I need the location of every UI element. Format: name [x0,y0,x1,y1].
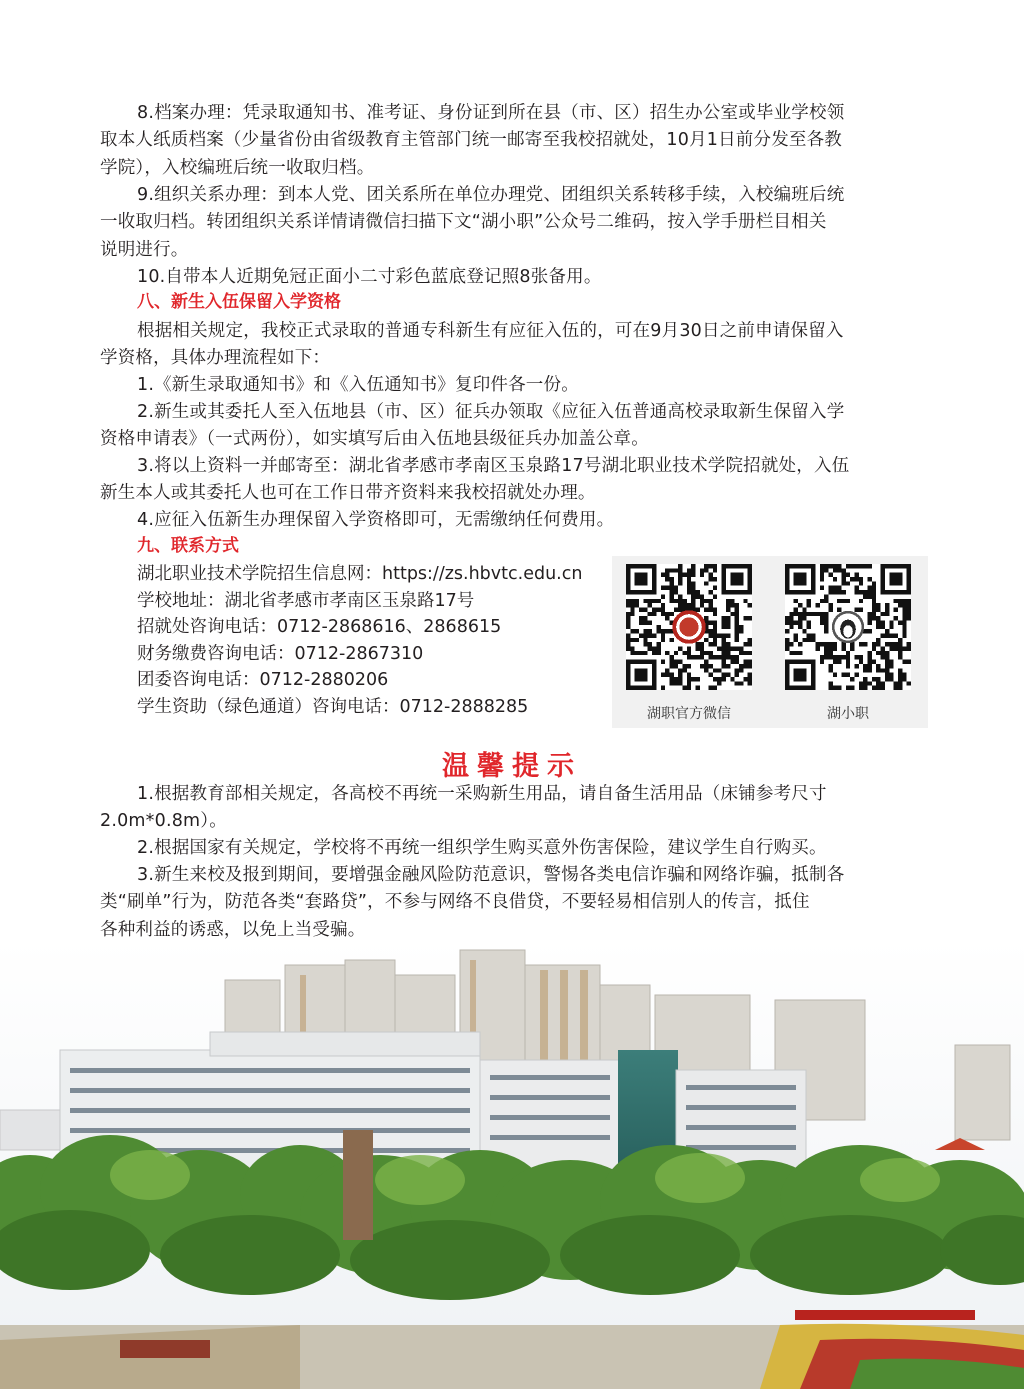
campus-photo [0,940,1024,1389]
text-line: 各种利益的诱惑，以免上当受骗。 [100,919,366,940]
text-line: 3.新生来校及报到期间，要增强金融风险防范意识，警惕各类电信诈骗和网络诈骗，抵制各 [137,865,845,885]
enlist-step-1 [100,372,925,399]
section-heading-enlist: 八、新生入伍保留入学资格 [137,292,341,312]
text-line: 9.组织关系办理：到本人党、团关系所在单位办理党、团组织关系转移手续，入校编班后统 [137,185,845,205]
text-line: 取本人纸质档案（少量省份由省级教育主管部门统一邮寄至我校招就处，10月1日前分发至各教 [100,130,842,151]
text-line: 说明进行。 [100,239,189,260]
qr-code-wechat-official[interactable] [626,564,752,690]
text-line: 10.自带本人近期免冠正面小二寸彩色蓝底登记照8张备用。 [137,267,602,287]
text-line: 2.新生或其委托人至入伍地县（市、区）征兵办领取《应征入伍普通高校录取新生保留入学 [137,402,845,422]
contact-finance-phone: 财务缴费咨询电话：0712-2867310 [137,644,424,664]
text-line: 新生本人或其委托人也可在工作日带齐资料来我校招就处办理。 [100,483,596,504]
section-heading-contact: 九、联系方式 [137,536,239,556]
enlist-step-3 [100,453,925,508]
contact-youth-league-phone: 团委咨询电话：0712-2880206 [137,670,389,690]
text-line: 学院），入校编班后统一收取归档。 [100,157,375,178]
contact-admission-phone: 招就处咨询电话：0712-2868616、2868615 [137,617,502,637]
contact-address: 学校地址：湖北省孝感市孝南区玉泉路17号 [137,591,475,611]
text-line: 一收取归档。转团组织关系详情请微信扫描下文“湖小职”公众号二维码，按入学手册栏目相关 [100,212,827,233]
qr-caption-hu-xiao-zhi: 湖小职 [827,706,869,722]
text-line: 2.根据国家有关规定，学校将不再统一组织学生购买意外伤害保险，建议学生自行购买。 [137,838,827,858]
tip-1 [100,781,925,836]
contact-website: 湖北职业技术学院招生信息网：https://zs.hbvtc.edu.cn [137,564,583,584]
text-line: 3.将以上资料一并邮寄至：湖北省孝感市孝南区玉泉路17号湖北职业技术学院招就处，入伍 [137,456,850,476]
text-line: 学资格，具体办理流程如下： [100,348,331,369]
qr-caption-wechat: 湖职官方微信 [647,706,731,722]
item-photo [100,264,925,291]
contact-aid-phone: 学生资助（绿色通道）咨询电话：0712-2888285 [137,697,529,717]
qr-code-hu-xiao-zhi[interactable] [785,564,911,690]
enlist-step-4 [100,507,925,534]
text-line: 2.0m*0.8m）。 [100,811,227,832]
item-org-relation [100,182,925,264]
enlist-step-2 [100,399,925,454]
tip-3 [100,862,925,944]
text-line: 8.档案办理：凭录取通知书、准考证、身份证到所在县（市、区）招生办公室或毕业学校领 [137,103,845,123]
text-line: 1.《新生录取通知书》和《入伍通知书》复印件各一份。 [137,375,579,395]
text-line: 根据相关规定，我校正式录取的普通专科新生有应征入伍的，可在9月30日之前申请保留入 [137,321,844,341]
enlist-intro [100,318,925,373]
tip-2 [100,835,925,862]
item-archive [100,100,925,182]
text-line: 类“刷单”行为，防范各类“套路贷”，不参与网络不良借贷，不要轻易相信别人的传言，抵住 [100,892,810,913]
text-line: 1.根据教育部相关规定，各高校不再统一采购新生用品，请自备生活用品（床铺参考尺寸 [137,784,827,804]
text-line: 资格申请表》（一式两份），如实填写后由入伍地县级征兵办加盖公章。 [100,429,649,450]
text-line: 4.应征入伍新生办理保留入学资格即可，无需缴纳任何费用。 [137,510,615,530]
tips-title: 温馨提示 [442,751,582,782]
